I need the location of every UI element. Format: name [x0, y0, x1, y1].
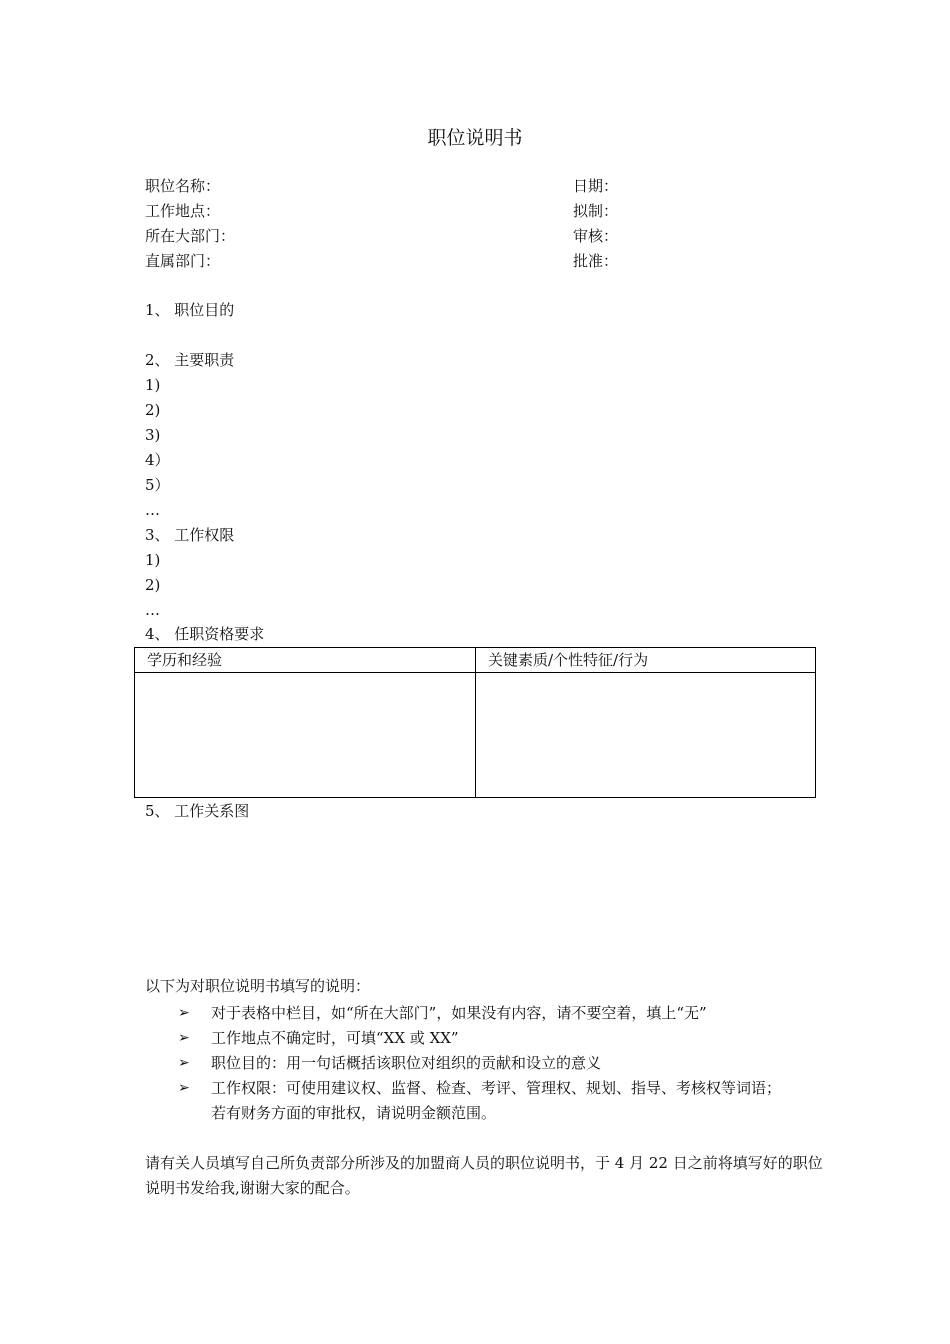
list-item: 4）: [145, 451, 170, 469]
list-item: 2): [145, 576, 161, 594]
notes-heading: 以下为对职位说明书填写的说明：: [145, 977, 371, 995]
field-date: 日期：: [573, 177, 619, 195]
qualifications-table: [134, 647, 816, 798]
field-drafted-by: 拟制：: [573, 202, 619, 220]
table-cell-key-qualities[interactable]: [476, 673, 816, 798]
table-header-key-qualities: 关键素质/个性特征/行为: [476, 648, 816, 673]
note-text: 若有财务方面的审批权，请说明金额范围。: [211, 1104, 497, 1122]
table-cell-education[interactable]: [135, 673, 476, 798]
list-item: …: [145, 601, 160, 619]
list-item: [178, 1051, 781, 1076]
document-title: 职位说明书: [427, 127, 523, 149]
notes-list: [178, 1001, 781, 1126]
list-item: [178, 1076, 781, 1101]
table-header-education: 学历和经验: [135, 648, 476, 673]
note-text: 对于表格中栏目，如“所在大部门”，如果没有内容，请不要空着，填上“无”: [211, 1004, 707, 1022]
field-approved-by: 批准：: [573, 252, 619, 270]
list-item: 3): [145, 426, 161, 444]
section-heading-authority: 3、 工作权限: [145, 526, 235, 544]
section-heading-purpose: 1、 职位目的: [145, 301, 235, 319]
list-item: [178, 1001, 781, 1026]
note-text: 工作地点不确定时，可填“XX 或 XX”: [211, 1029, 459, 1047]
field-direct-department: 直属部门：: [145, 252, 221, 270]
arrow-bullet-icon: ➢: [178, 1005, 190, 1021]
section-heading-responsibilities: 2、 主要职责: [145, 351, 235, 369]
list-item: …: [145, 501, 160, 519]
field-position-name: 职位名称：: [145, 177, 221, 195]
field-department: 所在大部门：: [145, 227, 236, 245]
list-item: 2): [145, 401, 161, 419]
field-work-location: 工作地点：: [145, 202, 221, 220]
arrow-bullet-icon: ➢: [178, 1030, 190, 1046]
section-heading-qualifications: 4、 任职资格要求: [145, 625, 265, 643]
field-reviewed-by: 审核：: [573, 227, 619, 245]
list-item: [178, 1026, 781, 1051]
arrow-bullet-icon: ➢: [178, 1080, 190, 1096]
list-item: 5）: [145, 476, 170, 494]
arrow-bullet-icon: ➢: [178, 1055, 190, 1071]
note-text: 职位目的：用一句话概括该职位对组织的贡献和设立的意义: [211, 1054, 602, 1072]
section-heading-relationship-chart: 5、 工作关系图: [145, 802, 250, 820]
closing-paragraph: 请有关人员填写自己所负责部分所涉及的加盟商人员的职位说明书，于 4 月 22 日之前将填写好的职位说明书发给我,谢谢大家的配合。: [145, 1154, 823, 1197]
list-item-continuation: [178, 1101, 781, 1126]
list-item: 1): [145, 376, 161, 394]
list-item: 1): [145, 551, 161, 569]
note-text: 工作权限：可使用建议权、监督、检查、考评、管理权、规划、指导、考核权等词语；: [211, 1079, 782, 1097]
